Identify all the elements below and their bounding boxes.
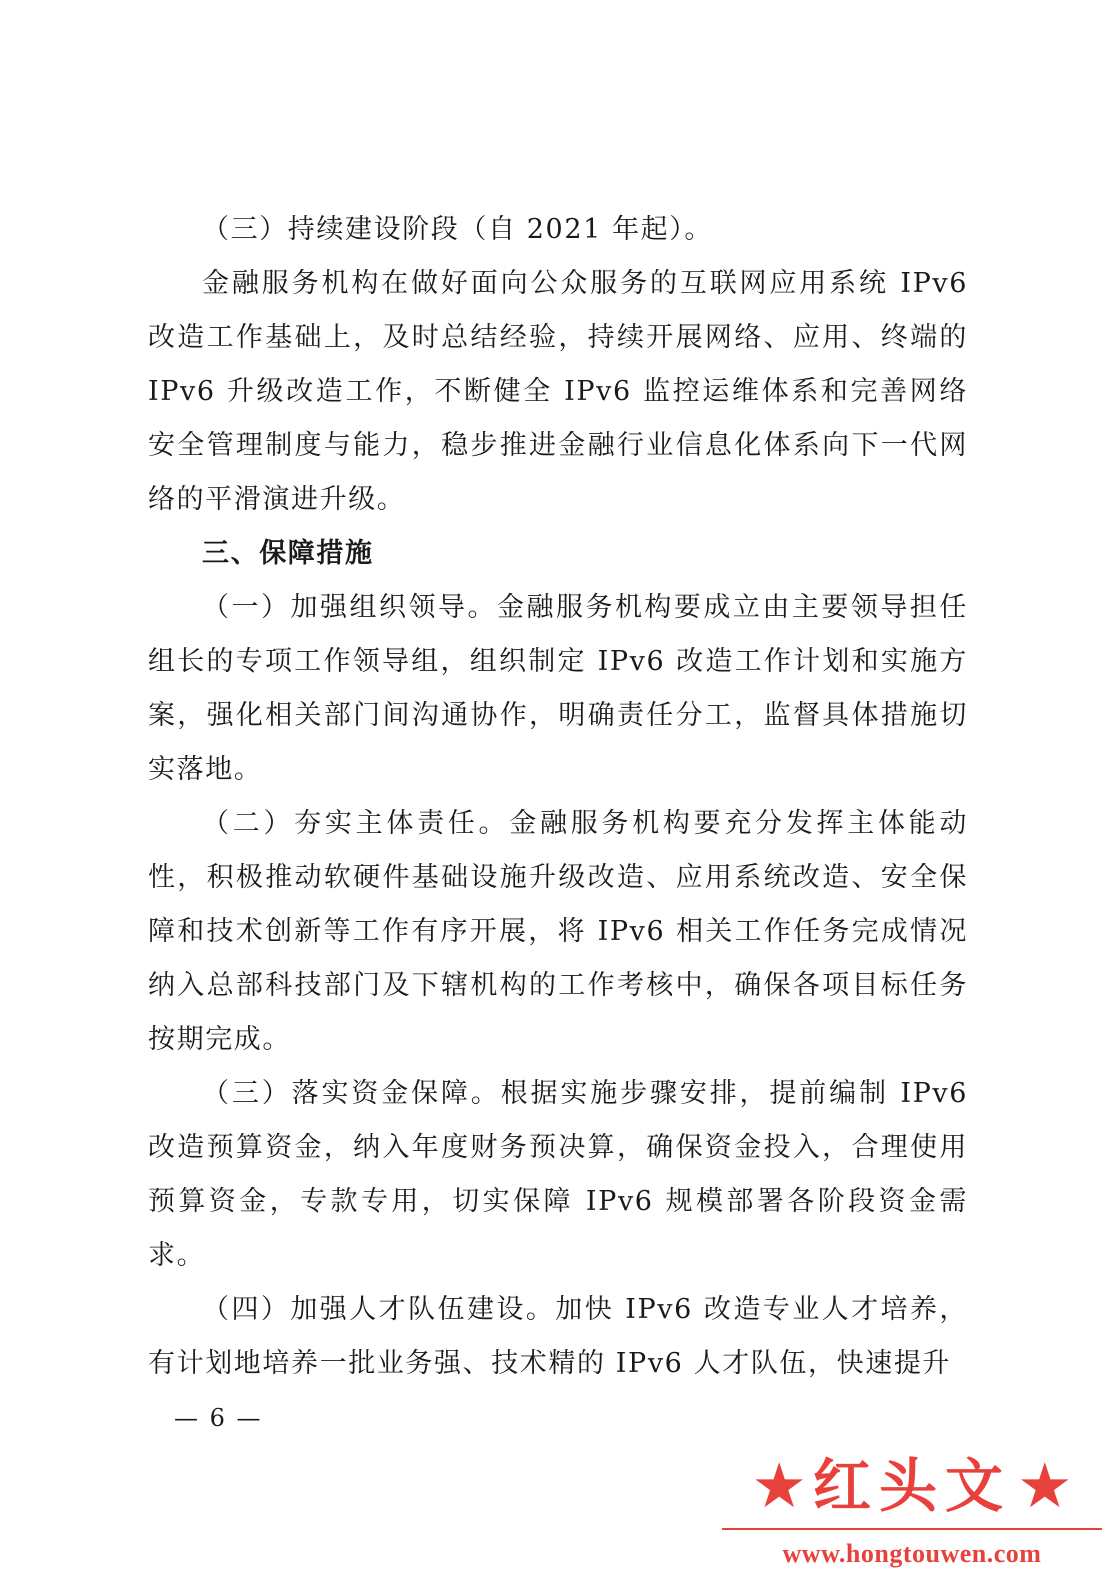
paragraph: （三）持续建设阶段（自 2021 年起）。: [202, 214, 713, 245]
paragraph: （三）落实资金保障。根据实施步骤安排，提前编制 IPv6 改造预算资金，纳入年度财务预决算，确保资金投入，合理使用预算资金，专款专用，切实保障 IPv6 规模部署各阶段资金需求。: [148, 1078, 968, 1271]
star-icon: ★: [751, 1449, 807, 1522]
paragraph: 金融服务机构在做好面向公众服务的互联网应用系统 IPv6 改造工作基础上，及时总结经验，持续开展网络、应用、终端的 IPv6 升级改造工作，不断健全 IPv6 监控运维体系和完善网络安全管理制度与能力，稳步推进金融行业信息化体系向下一代网络的平滑演进升级。: [148, 268, 968, 515]
paragraph: （一）加强组织领导。金融服务机构要成立由主要领导担任组长的专项工作领导组，组织制定 IPv6 改造工作计划和实施方案，强化相关部门间沟通协作，明确责任分工，监督具体措施切实落地。: [148, 592, 968, 785]
paragraph: （二）夯实主体责任。金融服务机构要充分发挥主体能动性，积极推动软硬件基础设施升级改造、应用系统改造、安全保障和技术创新等工作有序开展，将 IPv6 相关工作任务完成情况纳入总部科技部门及下辖机构的工作考核中，确保各项目标任务按期完成。: [148, 808, 968, 1055]
star-icon: ★: [1017, 1449, 1073, 1522]
document-body: [148, 203, 968, 1391]
section-heading: 三、保障措施: [202, 538, 374, 569]
paragraph: （四）加强人才队伍建设。加快 IPv6 改造专业人才培养，有计划地培养一批业务强、技术精的 IPv6 人才队伍，快速提升: [148, 1294, 968, 1379]
watermark: [722, 1440, 1102, 1580]
watermark-title: 红头文: [812, 1452, 1011, 1520]
watermark-divider: [722, 1528, 1102, 1530]
watermark-url: www.hongtouwen.com: [782, 1539, 1042, 1568]
watermark-title-row: [722, 1446, 1102, 1526]
page-number: — 6 —: [174, 1404, 263, 1432]
